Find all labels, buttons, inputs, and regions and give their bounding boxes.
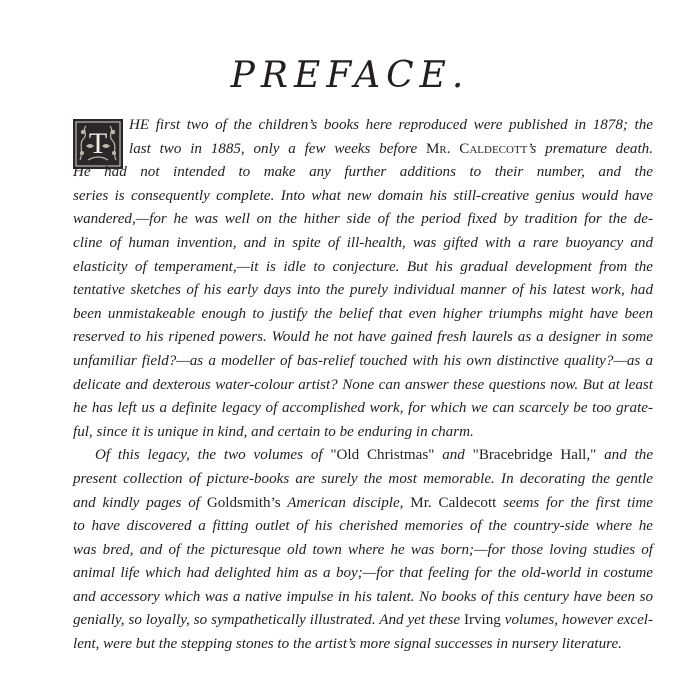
text-line	[73, 374, 653, 398]
text-line	[73, 421, 653, 445]
text-line	[73, 539, 653, 563]
text-run: he has left us a definite legacy of accomplished work, for which we can scarcely be too grate-	[73, 400, 653, 417]
text-line	[73, 232, 653, 256]
text-run: to have discovered a fitting outlet of his cherished memories of the country-side where he	[73, 518, 653, 535]
text-run: been unmistakeable enough to justify the belief that even higher triumphs might have been	[73, 305, 653, 322]
text-run: unfamiliar field?—as a modeller of bas-relief touched with his own distinctive quality?—as a	[73, 352, 653, 369]
text-run: ful, since it is unique in kind, and certain to be enduring in charm.	[73, 423, 474, 440]
text-line	[73, 185, 653, 209]
page-title: PREFACE.	[230, 55, 470, 96]
text-run: wandered,—for he was well on the hither side of the period fixed by tradition for the de-	[73, 211, 653, 228]
text-run: series is consequently complete. Into what new domain his still-creative genius would have	[73, 187, 653, 204]
text-run: Mr. Caldecott	[410, 494, 497, 511]
text-run: "Old Christmas"	[330, 447, 435, 464]
text-run: and accessory which was a native impulse in his talent. No books of this century have been so	[73, 588, 653, 605]
text-line	[73, 326, 653, 350]
preface-body	[73, 114, 653, 657]
text-run: last two in 1885, only a few weeks before	[129, 140, 426, 157]
text-run: animal life which had delighted him as a boy;—for that feeling for the old-world in costume	[73, 565, 653, 582]
text-run: seems for the first time	[496, 494, 653, 511]
text-run: reserved to his ripened powers. Would he not have gained fresh laurels as a designer in some	[73, 329, 653, 346]
text-line	[73, 303, 653, 327]
text-line	[73, 114, 653, 138]
svg-text:T: T	[88, 127, 108, 160]
text-run: present collection of picture-books are surely the most memorable. In decorating the gentle	[73, 470, 653, 487]
text-line	[73, 586, 653, 610]
text-line	[73, 279, 653, 303]
text-run: HE first two of the children’s books here reproduced were published in 1878; the	[129, 117, 653, 133]
text-run: genially, so loyally, so sympathetically illustrated. And yet these	[73, 612, 464, 629]
text-run: and	[434, 447, 473, 464]
text-line	[73, 468, 653, 492]
text-run: delicate and dexterous water-colour artist? None can answer these questions now. But at least	[73, 376, 653, 393]
text-line	[73, 350, 653, 374]
text-run: cline of human invention, and in spite of ill-health, was gifted with a rare buoyancy and	[73, 234, 653, 251]
text-run: He had not intended to make any further additions to their number, and the	[73, 164, 653, 181]
text-run: volumes, however excel-	[500, 612, 653, 629]
text-run: tentative sketches of his early days into the purely individual manner of his latest work, had	[73, 282, 653, 299]
text-line	[73, 633, 653, 657]
text-run: lent, were but the stepping stones to the artist’s more signal successes in nursery literature.	[73, 636, 622, 653]
text-run: was bred, and of the picturesque old town where he was born;—for those loving studies of	[73, 541, 653, 558]
text-line	[73, 208, 653, 232]
paragraph	[73, 444, 653, 656]
paragraph	[73, 114, 653, 444]
text-run: and the	[596, 447, 654, 464]
text-line	[73, 515, 653, 539]
text-line	[73, 444, 653, 468]
text-run: elasticity of temperament,—it is idle to conjecture. But his gradual development from the	[73, 258, 653, 275]
text-run: and kindly pages of	[73, 494, 207, 511]
text-line	[73, 138, 653, 162]
text-run: American disciple,	[280, 494, 411, 511]
text-line	[73, 492, 653, 516]
text-line	[73, 609, 653, 633]
text-run: Of this legacy, the two volumes of	[95, 447, 331, 464]
text-run: Goldsmith’s	[206, 494, 281, 511]
text-line	[73, 161, 653, 185]
text-line	[73, 562, 653, 586]
text-run: "Bracebridge Hall,"	[472, 447, 597, 464]
text-run: Irving	[463, 612, 501, 629]
text-run: ’s premature death.	[527, 140, 653, 157]
text-run: Mr. Caldecott	[425, 140, 528, 157]
text-line	[73, 256, 653, 280]
text-line	[73, 397, 653, 421]
